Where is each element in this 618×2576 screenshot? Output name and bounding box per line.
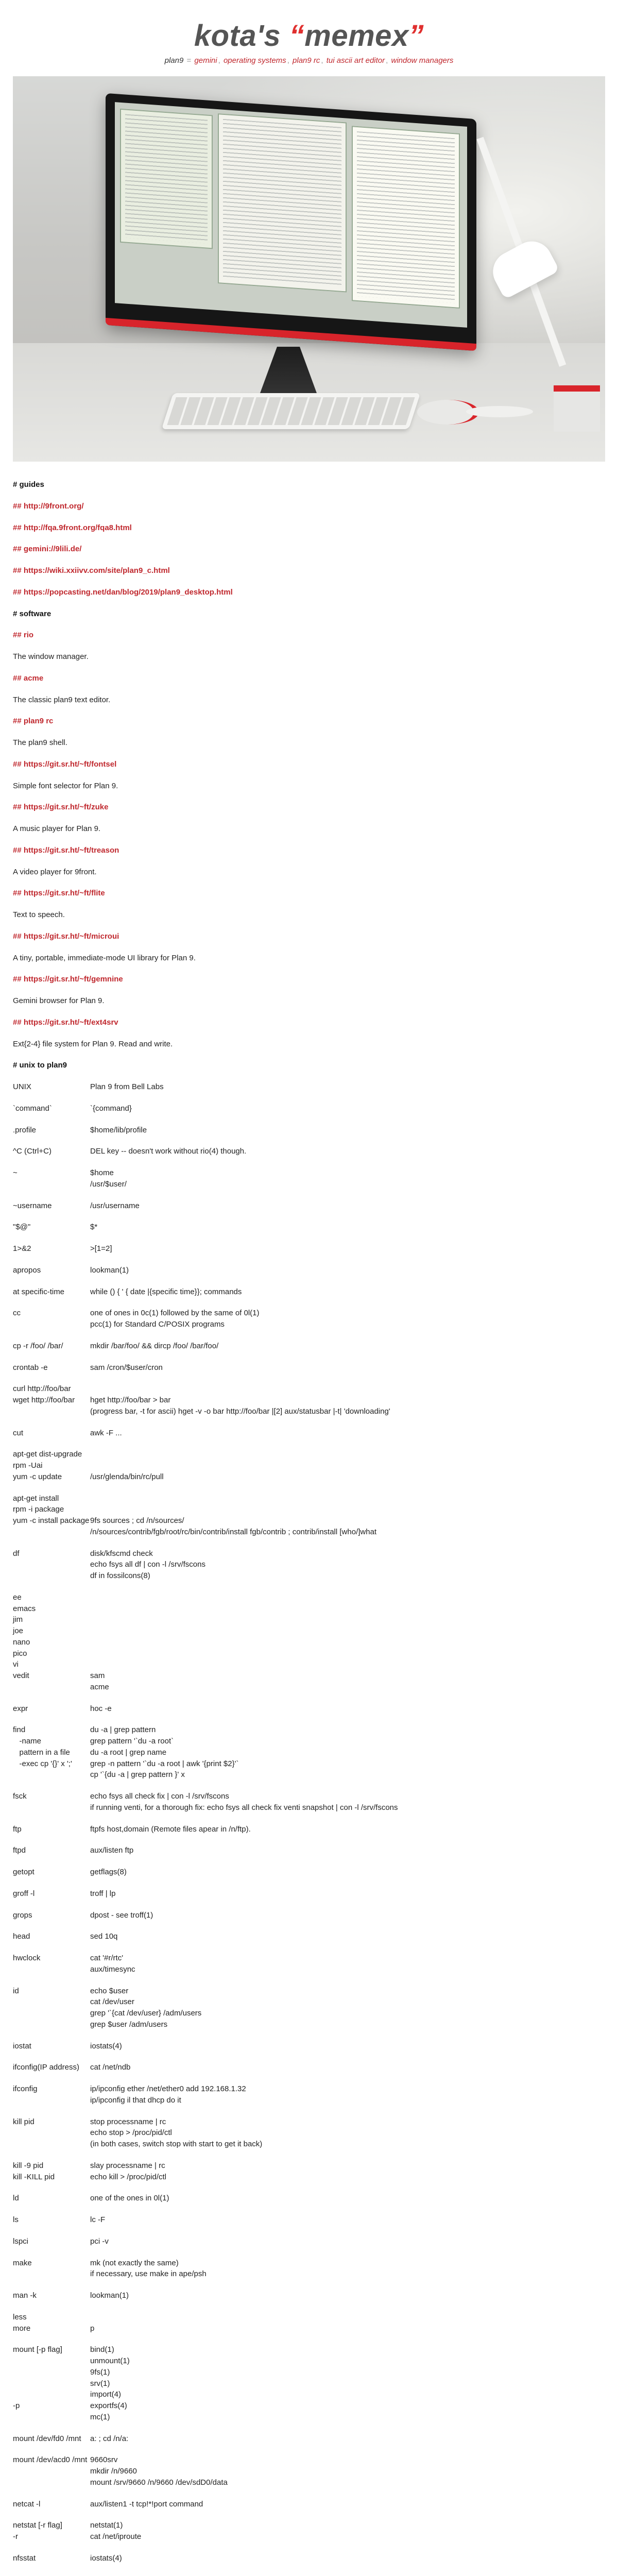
guide-link xyxy=(13,522,605,534)
unix-command: apt-get dist-upgrade rpm -Uai yum -c update xyxy=(13,1450,82,1481)
software-link[interactable]: ## plan9 rc xyxy=(13,717,54,726)
plan9-equivalent: hoc -e xyxy=(90,1704,112,1713)
plan9-equivalent: `{command} xyxy=(90,1104,132,1113)
unix-command: ifconfig(IP address) xyxy=(13,2063,79,2072)
section-heading-software: # software xyxy=(13,609,52,618)
guide-link-fqa8[interactable]: ## http://fqa.9front.org/fqa8.html xyxy=(13,523,132,532)
site-title-word: memex xyxy=(304,19,409,53)
software-list xyxy=(13,630,605,1049)
table-row xyxy=(13,1824,605,1835)
table-row xyxy=(13,2160,605,2183)
software-heading xyxy=(13,759,605,770)
unix-command: ftpd xyxy=(13,1846,26,1855)
close-quote: ” xyxy=(408,19,424,53)
unix-command: ls xyxy=(13,2215,19,2224)
unix-command: kill -9 pid kill -KILL pid xyxy=(13,2161,55,2181)
software-link[interactable]: ## https://git.sr.ht/~ft/flite xyxy=(13,889,105,898)
current-tag: plan9 xyxy=(164,56,184,65)
plan9-equivalent: dpost - see troff(1) xyxy=(90,1910,153,1920)
software-heading xyxy=(13,845,605,856)
table-row xyxy=(13,2258,605,2280)
table-row xyxy=(13,1449,605,1482)
table-row xyxy=(13,2236,605,2247)
plan9-equivalent: mk (not exactly the same) if necessary, use make in ape/psh xyxy=(90,2258,207,2279)
table-row xyxy=(13,1341,605,1352)
box-illustration xyxy=(554,385,600,432)
software-link[interactable]: ## rio xyxy=(13,631,34,640)
unix-command: netstat [-r flag] -r xyxy=(13,2521,62,2541)
unix-command: mount [-p flag] -p xyxy=(13,2345,62,2410)
unix-command: ~username xyxy=(13,1201,52,1210)
plan9-equivalent: awk -F ... xyxy=(90,1428,122,1437)
unix-command: ^C (Ctrl+C) xyxy=(13,1147,52,1156)
tag-link-operating-systems[interactable]: operating systems xyxy=(223,56,286,65)
section-heading-guides: # guides xyxy=(13,480,44,489)
table-row xyxy=(13,2344,605,2422)
table-row xyxy=(13,1428,605,1439)
guide-link-9front[interactable]: ## http://9front.org/ xyxy=(13,501,84,511)
plan9-equivalent: iostats(4) xyxy=(90,2041,122,2050)
plan9-equivalent: getflags(8) xyxy=(90,1868,127,1876)
table-row xyxy=(13,1845,605,1856)
hero-photo xyxy=(13,76,605,462)
unix-command: apt-get install rpm -i package yum -c install package xyxy=(13,1494,90,1525)
table-row xyxy=(13,1493,605,1538)
tag-link-window-managers[interactable]: window managers xyxy=(391,56,454,65)
table-row xyxy=(13,2083,605,2106)
software-description: The plan9 shell. xyxy=(13,738,67,747)
unix-command: UNIX xyxy=(13,1082,31,1091)
plan9-equivalent: Plan 9 from Bell Labs xyxy=(90,1082,164,1091)
tag-link-plan9-rc[interactable]: plan9 rc xyxy=(293,56,320,65)
software-heading xyxy=(13,974,605,985)
unix-command: grops xyxy=(13,1910,32,1920)
table-row xyxy=(13,1888,605,1900)
software-description: The window manager. xyxy=(13,652,89,661)
unix-command: apropos xyxy=(13,1265,41,1275)
software-heading xyxy=(13,716,605,727)
software-description: Ext{2-4} file system for Plan 9. Read and write. xyxy=(13,1039,173,1048)
software-heading xyxy=(13,673,605,684)
plan9-equivalent: $* xyxy=(90,1223,98,1232)
open-quote: “ xyxy=(289,19,305,53)
unix-command: head xyxy=(13,1932,30,1941)
article-body xyxy=(13,479,605,2576)
software-description: The classic plan9 text editor. xyxy=(13,695,111,704)
table-row xyxy=(13,2574,605,2576)
software-link[interactable]: ## https://git.sr.ht/~ft/treason xyxy=(13,845,119,855)
plan9-equivalent xyxy=(90,2574,137,2576)
guide-link xyxy=(13,587,605,598)
plan9-equivalent: p xyxy=(90,2324,95,2333)
tag-link-gemini[interactable]: gemini xyxy=(194,56,217,65)
unix-command: .profile xyxy=(13,1125,37,1134)
plan9-equivalent: sed 10q xyxy=(90,1932,118,1941)
tag-nav: plan9 = gemini , operating systems , plan9 rc , tui ascii art editor , window managers xyxy=(164,56,454,65)
table-row xyxy=(13,2553,605,2564)
plan9-equivalent: lookman(1) xyxy=(90,1265,129,1275)
table-row xyxy=(13,1383,605,1417)
software-link[interactable]: ## https://git.sr.ht/~ft/gemnine xyxy=(13,975,123,984)
unix-command: `command` xyxy=(13,1104,52,1113)
unix-command: crontab -e xyxy=(13,1363,48,1372)
table-row xyxy=(13,1986,605,2030)
unix-command: cut xyxy=(13,1428,24,1437)
plan9-equivalent: sam acme xyxy=(90,1671,109,1691)
lamp-base xyxy=(466,406,533,417)
plan9-equivalent: 9fs sources ; cd /n/sources/ /n/sources/contrib/fgb/root/rc/bin/contrib/install fgb/contrib ; contrib/install [who/]what xyxy=(90,1516,377,1536)
unix-command: expr xyxy=(13,1704,28,1713)
table-row xyxy=(13,1548,605,1582)
plan9-equivalent: DEL key -- doesn't work without rio(4) though. xyxy=(90,1147,247,1156)
guide-link-xxiivv[interactable]: ## https://wiki.xxiivv.com/site/plan9_c.html xyxy=(13,566,170,575)
monitor-screen xyxy=(115,102,467,328)
unix-command: hwclock xyxy=(13,1954,41,1962)
table-row xyxy=(13,2062,605,2073)
plan9-equivalent: /usr/username xyxy=(90,1201,140,1210)
plan9-equivalent: hget http://foo/bar > bar (progress bar, -t for ascii) hget -v -o bar http://foo/bar |[2] aux/statusbar |-t| 'downloading' xyxy=(90,1396,390,1416)
software-description: A music player for Plan 9. xyxy=(13,824,101,833)
unix-command: ifconfig xyxy=(13,2084,38,2093)
software-description: Gemini browser for Plan 9. xyxy=(13,996,105,1005)
table-row xyxy=(13,2433,605,2445)
plan9-equivalent: pci -v xyxy=(90,2236,109,2246)
unix-command: find -name pattern in a file -exec cp '{}' x ';' xyxy=(13,1725,72,1768)
table-row xyxy=(13,2041,605,2052)
software-heading xyxy=(13,931,605,942)
unix-command: ee emacs jim joe nano pico vi vedit xyxy=(13,1592,36,1680)
plan9-equivalent: aux/listen ftp xyxy=(90,1846,134,1855)
plan9-equivalent: iostats(4) xyxy=(90,2553,122,2563)
table-row xyxy=(13,1308,605,1330)
unix-command: netcat -l xyxy=(13,2499,41,2509)
software-link[interactable]: ## https://git.sr.ht/~ft/microui xyxy=(13,931,119,941)
plan9-equivalent: lc -F xyxy=(90,2215,106,2224)
plan9-equivalent: bind(1) unmount(1) 9fs(1) srv(1) import(4) exportfs(4) mc(1) xyxy=(90,2345,130,2421)
plan9-equivalent: sam /cron/$user/cron xyxy=(90,1363,163,1372)
unix-command: mount /dev/fd0 /mnt xyxy=(13,2434,81,2443)
plan9-equivalent: $home /usr/$user/ xyxy=(90,1168,127,1189)
table-row xyxy=(13,1200,605,1212)
unix-command: ~ xyxy=(13,1168,18,1177)
unix-command: cp -r /foo/ /bar/ xyxy=(13,1341,63,1350)
unix-command: curl http://foo/bar wget http://foo/bar xyxy=(13,1384,75,1404)
unix-command: mount /dev/acd0 /mnt xyxy=(13,2455,88,2465)
unix-command xyxy=(13,2574,90,2576)
plan9-equivalent: aux/listen1 -t tcp!*!port command xyxy=(90,2499,203,2509)
plan9-equivalent: ip/ipconfig ether /net/ether0 add 192.168.1.32 ip/ipconfig il that dhcp do it xyxy=(90,2084,246,2105)
unix-to-plan9-table xyxy=(13,1081,605,2576)
table-row xyxy=(13,1703,605,1715)
plan9-equivalent: a: ; cd /n/a: xyxy=(90,2434,129,2443)
table-row xyxy=(13,1265,605,1276)
table-row xyxy=(13,1146,605,1157)
table-row xyxy=(13,2290,605,2301)
plan9-equivalent: lookman(1) xyxy=(90,2291,129,2300)
guide-link xyxy=(13,501,605,512)
software-link[interactable]: ## https://git.sr.ht/~ft/fontsel xyxy=(13,759,117,769)
table-row xyxy=(13,2116,605,2150)
unix-command: fsck xyxy=(13,1792,27,1801)
software-heading xyxy=(13,1017,605,1028)
section-heading-unix-to-plan9: # unix to plan9 xyxy=(13,1061,67,1070)
table-row xyxy=(13,1910,605,1921)
tag-link-tui-ascii-art-editor[interactable]: tui ascii art editor xyxy=(326,56,385,65)
software-link[interactable]: ## https://git.sr.ht/~ft/zuke xyxy=(13,803,109,812)
unix-command: "$@" xyxy=(13,1223,31,1232)
unix-command: make xyxy=(13,2258,32,2267)
table-row xyxy=(13,1592,605,1693)
unix-command: groff -l xyxy=(13,1889,35,1898)
unix-command: at specific-time xyxy=(13,1287,65,1296)
table-row xyxy=(13,2454,605,2488)
table-row xyxy=(13,2193,605,2204)
table-row xyxy=(13,1286,605,1298)
unix-command: getopt xyxy=(13,1868,35,1876)
table-row xyxy=(13,1103,605,1114)
unix-command: ld xyxy=(13,2194,19,2203)
plan9-equivalent: while () { ' { date |{specific time}}; commands xyxy=(90,1287,242,1296)
unix-command: lspci xyxy=(13,2236,29,2246)
plan9-equivalent: echo $user cat /dev/user grep '`{cat /dev/user} /adm/users grep $user /adm/users xyxy=(90,1986,202,2029)
unix-command: less more xyxy=(13,2312,31,2333)
plan9-equivalent: du -a | grep pattern grep pattern '`du -a root` du -a root | grep name grep -n pattern '`du -a root | awk '{print $2}'` cp '`{du -a | grep pattern }' x xyxy=(90,1725,239,1780)
plan9-equivalent: $home/lib/profile xyxy=(90,1125,147,1134)
guide-link xyxy=(13,544,605,555)
table-row xyxy=(13,2520,605,2543)
table-row xyxy=(13,1953,605,1975)
table-row xyxy=(13,1167,605,1190)
plan9-equivalent: slay processname | rc echo kill > /proc/pid/ctl xyxy=(90,2161,166,2181)
unix-command: 1>&2 xyxy=(13,1244,31,1253)
unix-command: iostat xyxy=(13,2041,31,2050)
plan9-equivalent: one of ones in 0c(1) followed by the same of 0l(1) pcc(1) for Standard C/POSIX programs xyxy=(90,1309,260,1329)
table-row xyxy=(13,1125,605,1136)
plan9-equivalent: ftpfs host,domain (Remote files apear in /n/ftp). xyxy=(90,1824,251,1834)
unix-command: nfsstat xyxy=(13,2553,36,2563)
table-row xyxy=(13,1081,605,1093)
plan9-equivalent: one of the ones in 0l(1) xyxy=(90,2194,169,2203)
software-link[interactable]: ## https://git.sr.ht/~ft/ext4srv xyxy=(13,1018,118,1027)
table-row xyxy=(13,1931,605,1942)
plan9-equivalent: echo fsys all check fix | con -l /srv/fscons if running venti, for a thorough fix: echo fsys all check fix venti snapshot | con -l /srv/fscons xyxy=(90,1792,398,1812)
unix-command: ftp xyxy=(13,1824,22,1834)
guide-link-gemini-9lili[interactable]: ## gemini://9lili.de/ xyxy=(13,545,82,554)
table-row xyxy=(13,2499,605,2510)
page xyxy=(13,0,605,2576)
unix-command: cc xyxy=(13,1309,21,1318)
site-title[interactable] xyxy=(13,19,605,53)
software-heading xyxy=(13,802,605,813)
monitor-illustration xyxy=(106,93,476,351)
table-row xyxy=(13,1362,605,1374)
unix-command: id xyxy=(13,1986,19,1995)
plan9-equivalent: disk/kfscmd check echo fsys all df | con -l /srv/fscons df in fossilcons(8) xyxy=(90,1549,205,1580)
software-description: Text to speech. xyxy=(13,910,65,919)
site-title-prefix: kota's xyxy=(194,19,289,53)
plan9-equivalent: >[1=2] xyxy=(90,1244,112,1253)
table-row xyxy=(13,1243,605,1255)
keyboard-illustration xyxy=(162,393,421,429)
unix-command: df xyxy=(13,1549,20,1558)
plan9-equivalent: /usr/glenda/bin/rc/pull xyxy=(90,1472,164,1481)
software-heading xyxy=(13,888,605,899)
unix-command: kill pid xyxy=(13,2117,35,2126)
plan9-equivalent: cat '#r/rtc' aux/timesync xyxy=(90,1954,135,1974)
table-row xyxy=(13,1724,605,1781)
software-description: Simple font selector for Plan 9. xyxy=(13,781,118,790)
software-description: A tiny, portable, immediate-mode UI library for Plan 9. xyxy=(13,953,196,962)
table-row xyxy=(13,1867,605,1878)
software-description: A video player for 9front. xyxy=(13,867,97,876)
table-row xyxy=(13,2214,605,2226)
plan9-equivalent: stop processname | rc echo stop > /proc/pid/ctl (in both cases, switch stop with start to get it back) xyxy=(90,2117,263,2148)
unix-command: man -k xyxy=(13,2291,37,2300)
guide-link-popcasting[interactable]: ## https://popcasting.net/dan/blog/2019/plan9_desktop.html xyxy=(13,587,233,597)
table-row xyxy=(13,2312,605,2334)
guide-link xyxy=(13,565,605,577)
plan9-equivalent: cat /net/ndb xyxy=(90,2063,131,2072)
table-row xyxy=(13,1222,605,1233)
plan9-equivalent: troff | lp xyxy=(90,1889,116,1898)
plan9-equivalent: netstat(1) cat /net/iproute xyxy=(90,2521,142,2541)
table-row xyxy=(13,1791,605,1814)
plan9-equivalent: 9660srv mkdir /n/9660 mount /srv/9660 /n/9660 /dev/sdD0/data xyxy=(90,2455,228,2487)
plan9-equivalent: mkdir /bar/foo/ && dircp /foo/ /bar/foo/ xyxy=(90,1341,219,1350)
software-link[interactable]: ## acme xyxy=(13,673,44,683)
software-heading xyxy=(13,630,605,641)
